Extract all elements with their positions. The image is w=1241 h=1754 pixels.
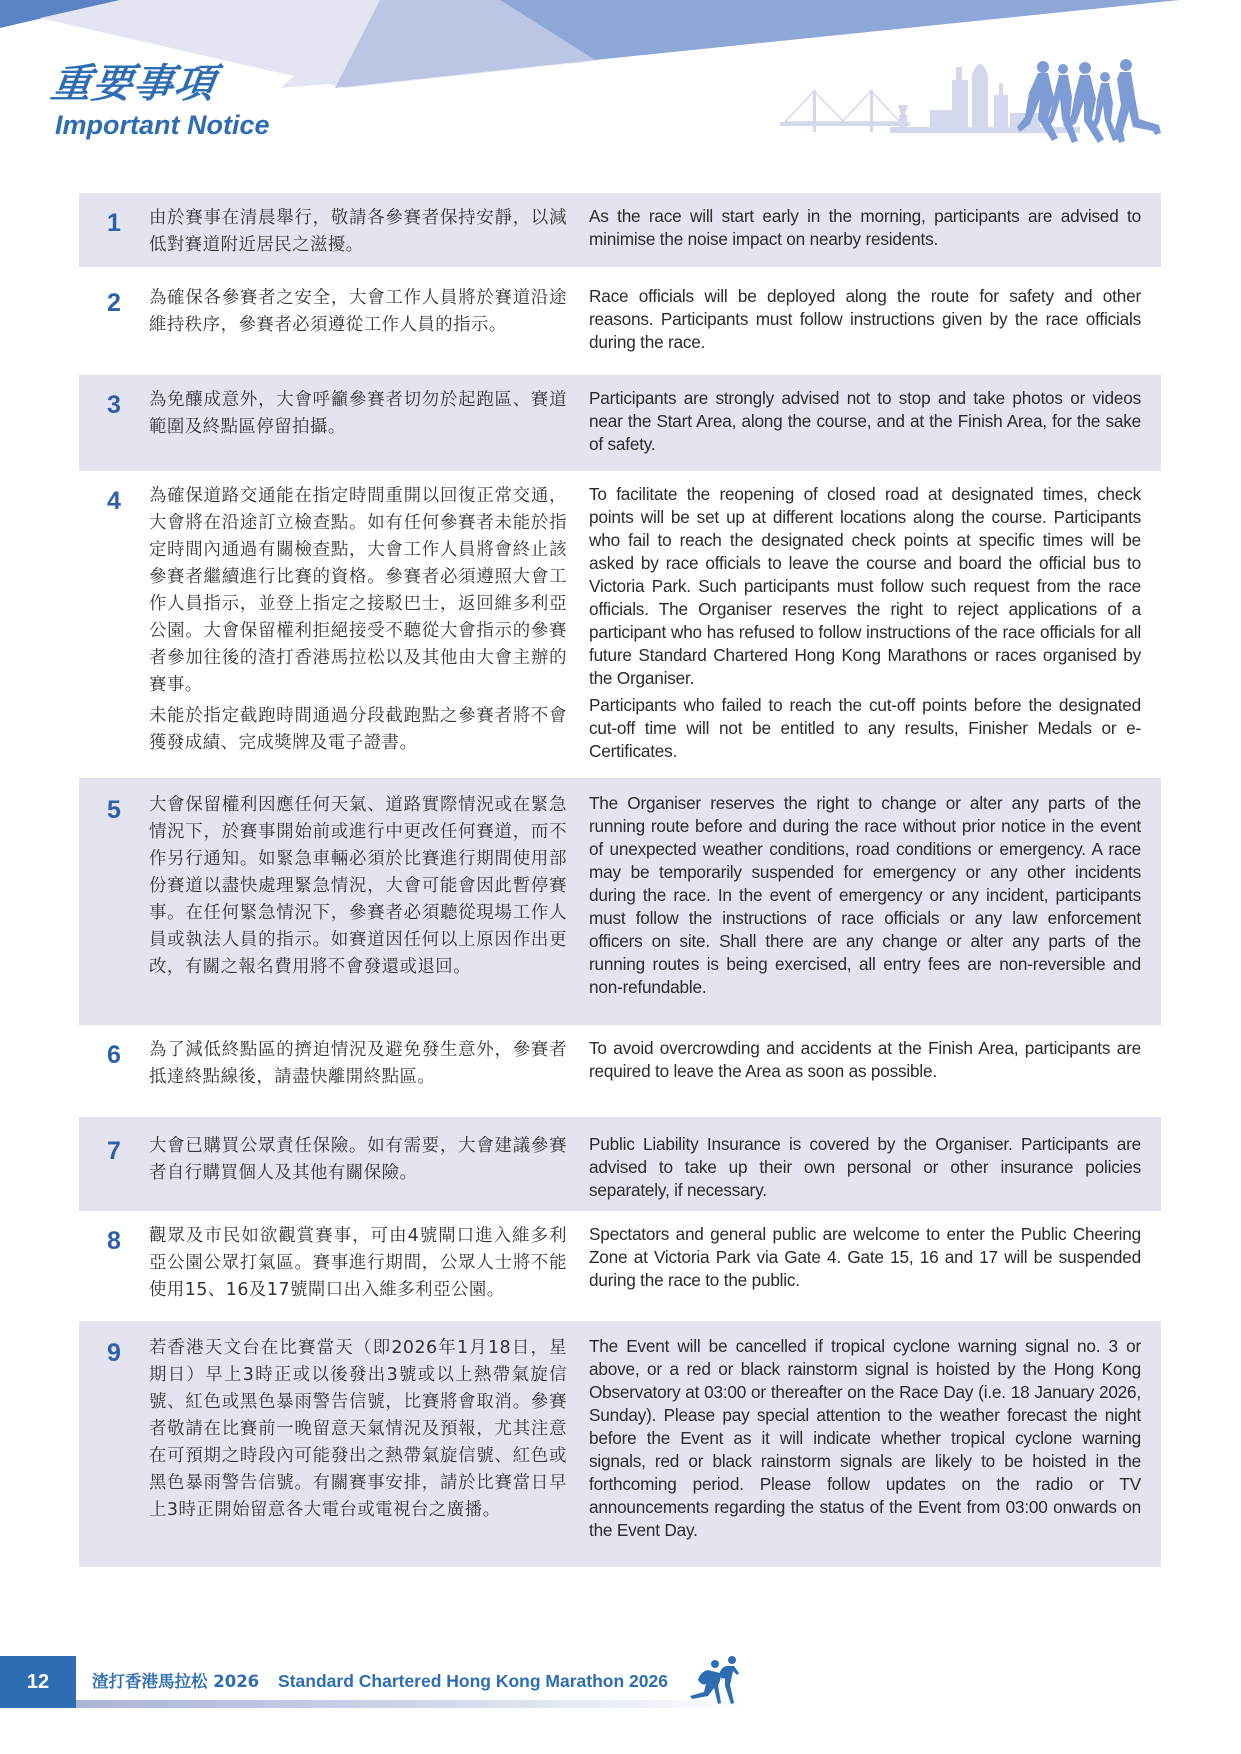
notice-paragraph-en: The Event will be cancelled if tropical cyclone warning signal no. 3 or above, or a red or black rainstorm signal is hoisted by the Hong Kong Observatory at 03:00 or thereafter on the Race Day (i.e. 18 January 2026, Sunday). Please pay special attention to the weather forecast the night before the Event as it will indicate whether tropical cyclone warning signals, red or black rainstorm signals are likely to be hoisted in the forthcoming period. Please follow updates on the radio or TV announcements regarding the status of the Event from 03:00 onwards on the Event Day. [589,1336,1141,1540]
notice-paragraph-zh: 為了減低終點區的擠迫情況及避免發生意外，參賽者抵達終點線後，請盡快離開終點區。 [149,1040,567,1087]
notice-paragraph-zh: 為確保道路交通能在指定時間重開以回復正常交通，大會將在沿途訂立檢查點。如有任何參賽者未能於指定時間內通過有關檢查點，大會工作人員將會終止該參賽者繼續進行比賽的資格。參賽者必須遵照大會工作人員指示，並登上指定之接駁巴士，返回維多利亞公園。大會保留權利拒絕接受不聽從大會指示的參賽者參加往後的渣打香港馬拉松以及其他由大會主辦的賽事。 [149,486,567,695]
skyline-runners-illustration [780,55,1180,165]
notice-paragraph-zh: 為確保各參賽者之安全，大會工作人員將於賽道沿途維持秩序，參賽者必須遵從工作人員的指示。 [149,288,567,335]
page-footer [0,1656,1241,1716]
notice-paragraph-zh: 若香港天文台在比賽當天（即2026年1月18日，星期日）早上3時正或以後發出3號或以上熱帶氣旋信號、紅色或黑色暴雨警告信號，比賽將會取消。參賽者敬請在比賽前一晚留意天氣情況及預報，尤其注意在可預期之時段內可能發出之熱帶氣旋信號、紅色或黑色暴雨警告信號。有關賽事安排，請於比賽當日早上3時正開始留意各大電台或電視台之廣播。 [149,1338,567,1520]
notice-paragraph-zh: 大會已購買公眾責任保險。如有需要，大會建議參賽者自行購買個人及其他有關保險。 [149,1136,567,1183]
notice-paragraph-en: To avoid overcrowding and accidents at the Finish Area, participants are required to leave the Area as soon as possible. [589,1038,1141,1081]
notice-item [79,1321,1161,1567]
notice-paragraph-en: Participants are strongly advised not to stop and take photos or videos near the Start Area, along the course, and at the Finish Area, for the sake of safety. [589,388,1141,454]
banner-shape-blue [500,0,1180,60]
notice-paragraph-en: Race officials will be deployed along the route for safety and other reasons. Participants must follow instructions given by the race officials during the race. [589,286,1141,352]
notice-item [79,193,1161,267]
notice-item [79,1025,1161,1117]
notice-list [79,193,1161,1567]
footer-divider [76,1700,756,1708]
notice-paragraph-en: Participants who failed to reach the cut-off points before the designated cut-off time will not be entitled to any results, Finisher Medals or e-Certificates. [589,695,1141,761]
notice-text-zh [149,205,567,253]
notice-paragraph-en: Spectators and general public are welcome to enter the Public Cheering Zone at Victoria Park via Gate 4. Gate 15, 16 and 17 will be suspended during the race to the public. [589,1224,1141,1290]
notice-number: 1 [107,209,121,237]
notice-text-zh [149,792,567,1011]
notice-number: 2 [107,289,121,317]
notice-text-en [589,285,1141,361]
notice-text-en [589,205,1141,253]
notice-paragraph-zh: 未能於指定截跑時間通過分段截跑點之參賽者將不會獲發成績、完成獎牌及電子證書。 [149,706,567,753]
notice-paragraph-en: As the race will start early in the morning, participants are advised to minimise the noise impact on nearby residents. [589,206,1141,249]
notice-number: 9 [107,1339,121,1367]
notice-item [79,375,1161,471]
notice-text-en [589,1037,1141,1103]
notice-paragraph-en: To facilitate the reopening of closed road at designated times, check points will be set up at different locations along the course. Participants who fail to reach the designated check points at specific times will be asked by race officials to leave the course and board the official bus to Victoria Park. Such participants must follow such request from the race officials. The Organiser reserves the right to reject applications of a participant who has refused to follow instructions of the race officials for all future Standard Chartered Hong Kong Marathons or races organised by the Organiser. [589,484,1141,688]
notice-text-zh [149,1037,567,1103]
notice-item [79,1117,1161,1211]
notice-item [79,1211,1161,1321]
notice-paragraph-en: Public Liability Insurance is covered by the Organiser. Participants are advised to take up their own personal or other insurance policies separately, if necessary. [589,1134,1141,1200]
notice-paragraph-zh: 大會保留權利因應任何天氣、道路實際情況或在緊急情況下，於賽事開始前或進行中更改任何賽道，而不作另行通知。如緊急車輛必須於比賽進行期間使用部份賽道以盡快處理緊急情況，大會可能會因此暫停賽事。在任何緊急情況下，參賽者必須聽從現場工作人員或執法人員的指示。如賽道因任何以上原因作出更改，有關之報名費用將不會發還或退回。 [149,795,567,977]
notice-paragraph-en: The Organiser reserves the right to change or alter any parts of the running route before and during the race without prior notice in the event of unexpected weather conditions, road conditions or emergency. A race may be temporarily suspended for emergency or any other incidents during the race. In the event of emergency or any incident, participants must follow the instructions of race officials or any law enforcement officers on site. Shall there are any change or alter any parts of the running routes is being exercised, all entry fees are non-reversible and non-refundable. [589,793,1141,997]
page-title-en: Important Notice [55,110,270,140]
notice-text-zh [149,387,567,457]
notice-text-en [589,483,1141,764]
notice-text-zh [149,1223,567,1307]
notice-number: 3 [107,391,121,419]
notice-text-zh [149,1335,567,1553]
notice-text-en [589,1223,1141,1307]
notice-paragraph-zh: 為免釀成意外，大會呼籲參賽者切勿於起跑區、賽道範圍及終點區停留拍攝。 [149,390,567,437]
notice-item [79,471,1161,778]
notice-text-en [589,1335,1141,1553]
page-title-zh: 重要事項 [48,61,219,107]
footer-event-zh: 渣打香港馬拉松 2026 [92,1672,260,1691]
notice-text-en [589,792,1141,1011]
notice-number: 4 [107,487,121,515]
notice-text-en [589,1133,1141,1200]
footer-event-title [92,1668,668,1692]
notice-item [79,267,1161,375]
footer-event-en: Standard Chartered Hong Kong Marathon 2026 [278,1671,668,1691]
notice-text-zh [149,285,567,361]
notice-text-zh [149,483,567,764]
notice-number: 8 [107,1227,121,1255]
notice-item [79,778,1161,1025]
notice-text-zh [149,1133,567,1197]
notice-number: 6 [107,1041,121,1069]
notice-number: 7 [107,1137,121,1165]
page-number: 12 [0,1656,76,1708]
runners-logo-icon [680,1656,744,1714]
notice-text-en [589,387,1141,457]
notice-number: 5 [107,796,121,824]
notice-paragraph-zh: 觀眾及市民如欲觀賞賽事，可由4號閘口進入維多利亞公園公眾打氣區。賽事進行期間，公眾人士將不能使用15、16及17號閘口出入維多利亞公園。 [149,1226,567,1300]
notice-paragraph-zh: 由於賽事在清晨舉行，敬請各參賽者保持安靜，以減低對賽道附近居民之滋擾。 [149,208,567,255]
